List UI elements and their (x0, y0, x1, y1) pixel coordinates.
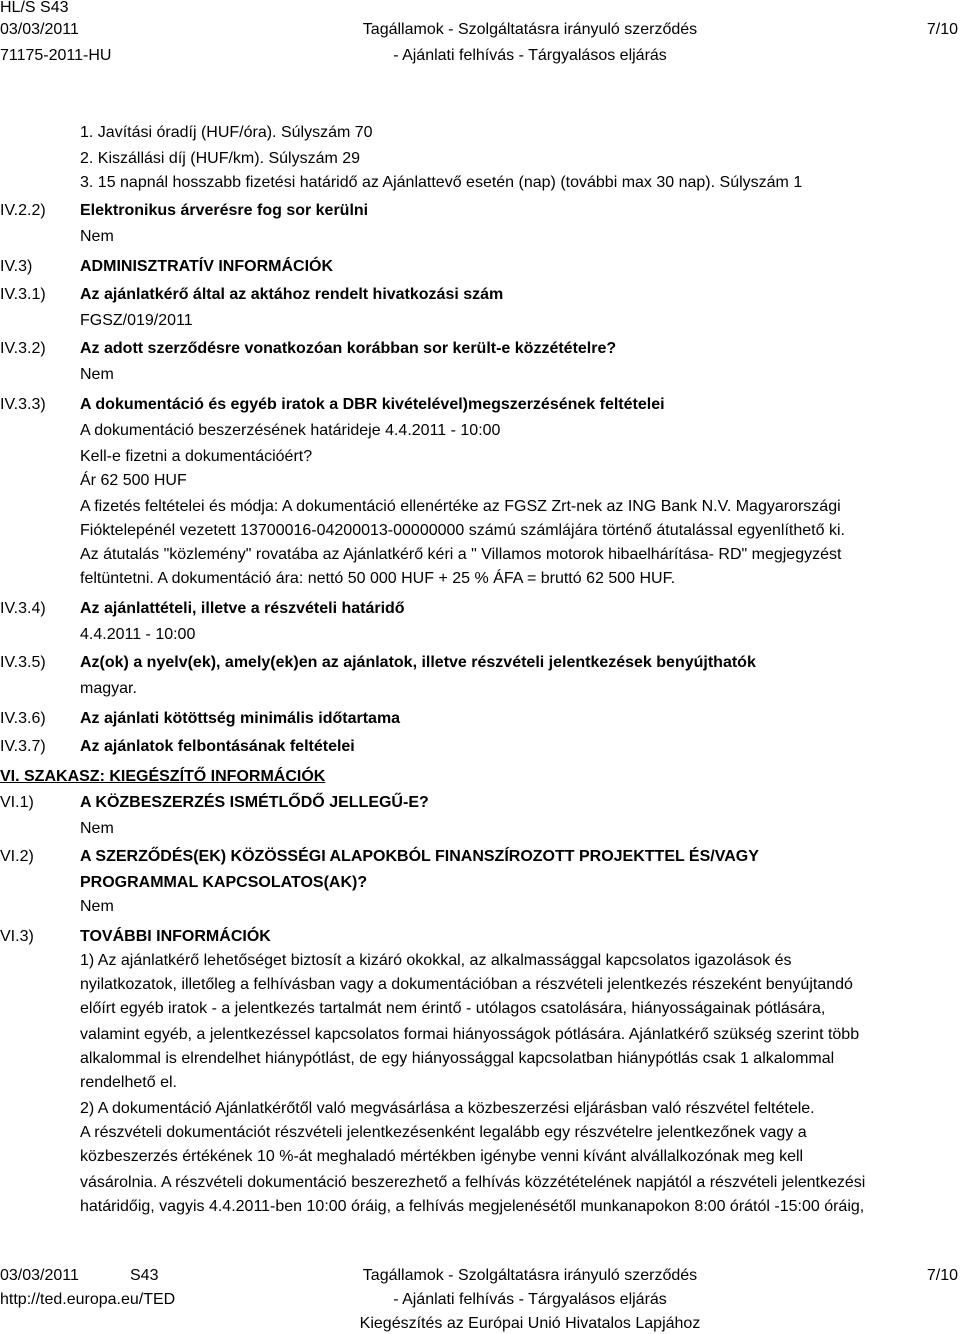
section-label: VI.3) (0, 928, 34, 945)
section-title: Az ajánlati kötöttség minimális időtartama (80, 710, 401, 727)
payment-line: feltüntetni. A dokumentáció ára: nettó 50 000 HUF + 25 % ÁFA = bruttó 62 500 HUF. (80, 570, 676, 587)
document-deadline: A dokumentáció beszerzésének határideje 4.4.2011 - 10:00 (80, 422, 501, 439)
header-page-number: 7/10 (926, 21, 958, 38)
section-title: A dokumentáció és egyéb iratok a DBR kivételével)megszerzésének feltételei (80, 396, 665, 413)
section-title: TOVÁBBI INFORMÁCIÓK (80, 928, 271, 945)
footer-subtitle: - Ajánlati felhívás - Tárgyalásos eljárás (393, 1291, 667, 1308)
section-label: IV.3.6) (0, 710, 46, 727)
header-subtitle: - Ajánlati felhívás - Tárgyalásos eljárás (393, 47, 667, 64)
info-line: valamint egyéb, a jelentkezéssel kapcsolatos formai hiányosságok pótlására. Ajánlatkérő szükség szerint több (80, 1026, 860, 1043)
list-item: 1. Javítási óradíj (HUF/óra). Súlyszám 70 (80, 124, 373, 141)
section-title: Elektronikus árverésre fog sor kerülni (80, 202, 369, 219)
section-heading: VI. SZAKASZ: KIEGÉSZÍTŐ INFORMÁCIÓK (0, 768, 326, 785)
footer-page-number: 7/10 (926, 1267, 958, 1284)
section-title: Az ajánlatok felbontásának feltételei (80, 738, 355, 755)
header-series: HL/S S43 (0, 0, 69, 16)
section-label: IV.3.7) (0, 738, 46, 755)
list-item: 2. Kiszállási díj (HUF/km). Súlyszám 29 (80, 150, 361, 167)
section-label: IV.3.3) (0, 396, 46, 413)
section-label: IV.2.2) (0, 202, 46, 219)
payment-line: Az átutalás "közlemény" rovatába az Ajánlatkérő kéri a " Villamos motorok hibaelhárítása- RD" megjegyzést (80, 546, 842, 563)
section-label: IV.3.2) (0, 340, 46, 357)
section-title: Az(ok) a nyelv(ek), amely(ek)en az ajánlatok, illetve részvételi jelentkezések benyújthatók (80, 654, 756, 671)
info-line: közbeszerzés értékének 10 %-át meghaladó mértékben igénybe venni kívánt alvállalkozónak meg kell (80, 1148, 804, 1165)
header-doc-number: 71175-2011-HU (0, 47, 112, 64)
info-line: alkalommal is elrendelhet hiánypótlást, de egy hiányossággal kapcsolatban hiánypótlás csak 1 alkalommal (80, 1050, 835, 1067)
section-value: 4.4.2011 - 10:00 (80, 626, 196, 643)
section-title: A SZERZŐDÉS(EK) KÖZÖSSÉGI ALAPOKBÓL FINANSZÍROZOTT PROJEKTTEL ÉS/VAGY (80, 848, 759, 865)
section-title: Az adott szerződésre vonatkozóan korábban sor került-e közzétételre? (80, 340, 617, 357)
header-date: 03/03/2011 (0, 21, 79, 38)
list-item: 3. 15 napnál hosszabb fizetési határidő az Ajánlattevő esetén (nap) (további max 30 nap). Súlyszám 1 (80, 174, 803, 191)
info-line: nyilatkozatok, illetőleg a felhívásban vagy a dokumentációban a részvételi jelentkezés részeként benyújtandó (80, 976, 853, 993)
section-title: A KÖZBESZERZÉS ISMÉTLŐDŐ JELLEGŰ-E? (80, 794, 429, 811)
section-label: VI.2) (0, 848, 34, 865)
info-line: 2) A dokumentáció Ajánlatkérőtől való megvásárlása a közbeszerzési eljárásban való részvétel feltétele. (80, 1100, 815, 1117)
fee-question: Kell-e fizetni a dokumentációért? (80, 448, 313, 465)
info-line: határidőig, vagyis 4.4.2011-ben 10:00 óráig, a felhívás megjelenésétől munkanapokon 8:00 órától -15:00 óráig, (80, 1198, 865, 1215)
info-line: vásárolnia. A részvételi dokumentáció beszerezhető a felhívás közzétételének napjától a részvételi jelentkezési (80, 1174, 866, 1191)
section-label: IV.3.4) (0, 600, 46, 617)
section-value: Nem (80, 366, 114, 383)
section-value: magyar. (80, 680, 137, 697)
section-title: ADMINISZTRATÍV INFORMÁCIÓK (80, 258, 334, 275)
section-title: Az ajánlatkérő által az aktához rendelt hivatkozási szám (80, 286, 504, 303)
section-value: Nem (80, 228, 114, 245)
info-line: A részvételi dokumentációt részvételi jelentkezésenként legalább egy részvételre jelentkezőnek vagy a (80, 1124, 807, 1141)
section-label: IV.3.1) (0, 286, 46, 303)
payment-line: Fióktelepénél vezetett 13700016-04200013-00000000 számú számlájára történő átutalással egyenlíthető ki. (80, 522, 845, 539)
section-label: IV.3) (0, 258, 33, 275)
section-value: FGSZ/019/2011 (80, 312, 193, 329)
footer-series: S43 (130, 1267, 159, 1284)
document-price: Ár 62 500 HUF (80, 472, 187, 489)
section-value: Nem (80, 898, 114, 915)
footer-title: Tagállamok - Szolgáltatásra irányuló szerződés (362, 1267, 698, 1284)
footer-url: http://ted.europa.eu/TED (0, 1291, 176, 1308)
footer-date: 03/03/2011 (0, 1267, 79, 1284)
header-title: Tagállamok - Szolgáltatásra irányuló szerződés (362, 21, 698, 38)
info-line: rendelhető el. (80, 1074, 177, 1091)
payment-line: A fizetés feltételei és módja: A dokumentáció ellenértéke az FGSZ Zrt-nek az ING Bank N.V. Magyarországi (80, 498, 841, 515)
section-title: PROGRAMMAL KAPCSOLATOS(AK)? (80, 874, 368, 891)
section-label: IV.3.5) (0, 654, 46, 671)
info-line: 1) Az ajánlatkérő lehetőséget biztosít a kizáró okokkal, az alkalmassággal kapcsolatos igazolások és (80, 952, 792, 969)
footer-journal: Kiegészítés az Európai Unió Hivatalos Lapjához (359, 1315, 701, 1332)
section-value: Nem (80, 820, 114, 837)
section-label: VI.1) (0, 794, 34, 811)
info-line: előírt egyéb iratok - a jelentkezés tartalmát nem érintő - utólagos csatolására, hiányosságainak pótlására, (80, 1000, 826, 1017)
section-title: Az ajánlattételi, illetve a részvételi határidő (80, 600, 405, 617)
